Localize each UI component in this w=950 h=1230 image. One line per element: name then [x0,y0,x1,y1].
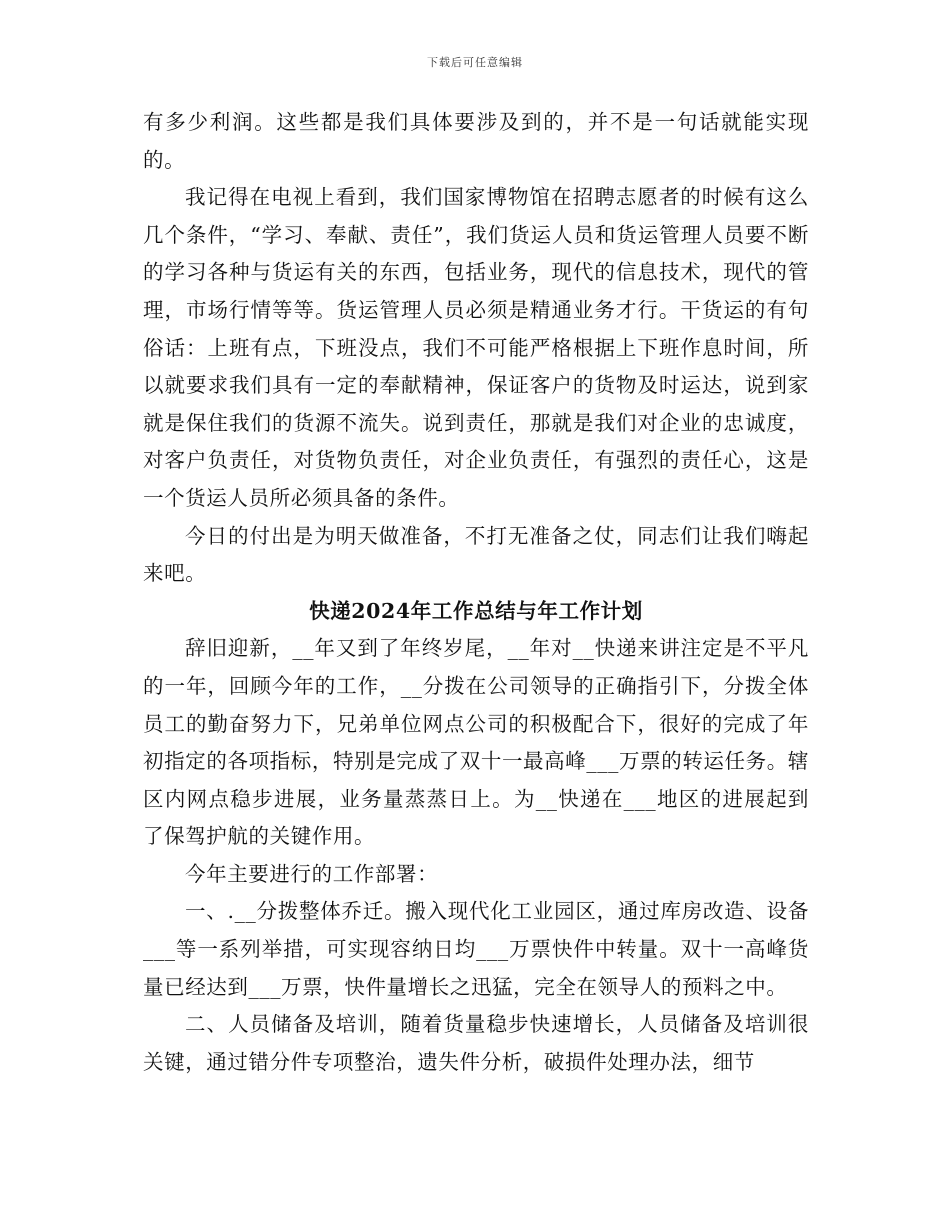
paragraph-volunteer-conditions: 我记得在电视上看到，我们国家博物馆在招聘志愿者的时候有这么几个条件，“学习、奉献、责任”，我们货运人员和货运管理人员要不断的学习各种与货运有关的东西，包括业务，现代的信息技术，现代的管理，市场行情等等。货运管理人员必须是精通业务才行。干货运的有句俗话：上班有点，下班没点，我们不可能严格根据上下班作息时间，所以就要求我们具有一定的奉献精神，保证客户的货物及时运达，说到家就是保住我们的货源不流失。说到责任，那就是我们对企业的忠诚度，对客户负责任，对货物负责任，对企业负责任，有强烈的责任心，这是一个货运人员所必须具备的条件。 [143,185,809,510]
page-header-note: 下载后可任意编辑 [427,56,523,69]
section-title: 快递2024年工作总结与年工作计划 [309,598,643,623]
paragraph-continuation: 有多少利润。这些都是我们具体要涉及到的，并不是一句话就能实现的。 [143,110,809,172]
document-body [143,104,809,1081]
paragraph-item-1: 一、.__分拨整体乔迁。搬入现代化工业园区，通过库房改造、设备___等一系列举措，可实现容纳日均___万票快件中转量。双十一高峰货量已经达到___万票，快件量增长之迅猛，完全在领导人的预料之中。 [143,899,809,999]
paragraph-intro: 辞旧迎新，__年又到了年终岁尾，__年对__快递来讲注定是不平凡的一年，回顾今年的工作，__分拨在公司领导的正确指引下，分拨全体员工的勤奋努力下，兄弟单位网点公司的积极配合下，很好的完成了年初指定的各项指标，特别是完成了双十一最高峰___万票的转运任务。辖区内网点稳步进展，业务量蒸蒸日上。为__快递在___地区的进展起到了保驾护航的关键作用。 [143,636,809,849]
paragraph-closing: 今日的付出是为明天做准备，不打无准备之仗，同志们让我们嗨起来吧。 [143,523,809,586]
paragraph-item-2: 二、人员储备及培训，随着货量稳步快速增长，人员储备及培训很关键，通过错分件专项整治，遗失件分析，破损件处理办法，细节 [143,1012,809,1074]
paragraph-work-heading: 今年主要进行的工作部署： [185,861,439,886]
